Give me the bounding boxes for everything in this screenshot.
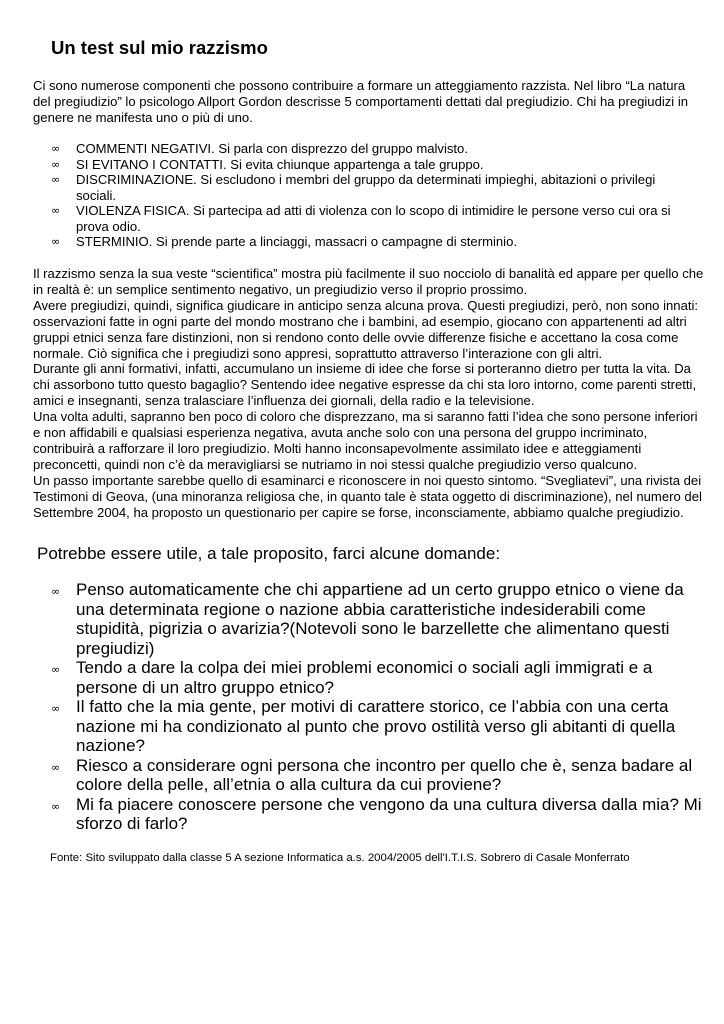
behaviors-list <box>51 141 691 250</box>
list-item <box>51 658 711 697</box>
question-text: Mi fa piacere conoscere persone che vengono da una cultura diversa dalla mia? Mi sforzo di farlo? <box>76 794 702 833</box>
body-paragraph: Il razzismo senza la sua veste “scientifica” mostra più facilmente il suo nocciolo di banalità ed appare per quello che in realtà è: un semplice sentimento negativo, un pregiudizio verso il proprio prossimo. <box>33 266 704 297</box>
list-item <box>51 141 691 157</box>
list-item <box>51 697 711 756</box>
infinity-bullet-icon: ∞ <box>51 799 61 813</box>
body-paragraph: Durante gli anni formativi, infatti, accumulano un insieme di idee che forse si porteranno dietro per tutta la vita. Da chi assorbono tutto questo bagaglio? Sentendo idee negative espresse da chi sta loro intorno, come parenti stretti, amici e insegnanti, senza tralasciare l’influenza dei giornali, della radio e la televisione. <box>33 361 697 409</box>
questions-list <box>51 580 711 834</box>
infinity-bullet-icon: ∞ <box>51 235 61 248</box>
infinity-bullet-icon: ∞ <box>51 157 61 171</box>
infinity-bullet-icon: ∞ <box>51 702 61 715</box>
infinity-bullet-icon: ∞ <box>51 663 61 676</box>
question-text: Il fatto che la mia gente, per motivi di carattere storico, ce l’abbia con una certa nazione mi ha condizionato al punto che provo ostilità verso gli abitanti di quella nazione? <box>76 697 676 755</box>
infinity-bullet-icon: ∞ <box>51 760 61 774</box>
page-title: Un test sul mio razzismo <box>51 37 268 58</box>
list-item <box>51 795 711 834</box>
body-paragraph: Una volta adulti, sapranno ben poco di coloro che disprezzano, ma si saranno fatti l’idea che sono persone inferiori e non affidabili e qualsiasi esperienza negativa, avuta anche solo con una persona del gruppo incriminato, contribuirà a rafforzare il loro pregiudizio. Molti hanno inconsapevolmente assimilato idee e atteggiamenti preconcetti, quindi non c’è da meravigliarsi se nutriamo in noi stessi qualche pregiudizio verso qualcuno. <box>33 409 698 472</box>
question-text: Tendo a dare la colpa dei miei problemi economici o sociali agli immigrati e a persone di un altro gruppo etnico? <box>76 658 653 697</box>
questions-intro: Potrebbe essere utile, a tale proposito, farci alcune domande: <box>37 544 501 563</box>
list-item <box>51 157 691 173</box>
infinity-bullet-icon: ∞ <box>51 204 61 217</box>
source-note: Fonte: Sito sviluppato dalla classe 5 A sezione Informatica a.s. 2004/2005 dell'I.T.I.S. Sobrero di Casale Monferrato <box>50 852 630 864</box>
infinity-bullet-icon: ∞ <box>51 173 61 186</box>
list-item <box>51 203 691 234</box>
question-text: Penso automaticamente che chi appartiene ad un certo gruppo etnico o viene da una determinata regione o nazione abbia caratteristiche indesiderabili come stupidità, pigrizia o avarizia?(Notevoli sono le barzellette che alimentano questi pregiudizi) <box>76 580 684 658</box>
behavior-text: STERMINIO. Si prende parte a linciaggi, massacri o campagne di sterminio. <box>76 234 518 249</box>
body-paragraph: Avere pregiudizi, quindi, significa giudicare in anticipo senza alcuna prova. Questi pregiudizi, però, non sono innati: osservazioni fatte in ogni parte del mondo mostrano che i bambini, ad esempio, giocano con appartenenti ad altri gruppi etnici senza fare distinzioni, non si rendono conto delle ovvie differenze fisiche e accettano la cosa come normale. Ciò significa che i pregiudizi sono appresi, soprattutto attraverso l’interazione con gli altri. <box>33 297 699 361</box>
intro-paragraph: Ci sono numerose componenti che possono contribuire a formare un atteggiamento razzista. Nel libro “La natura del pregiudizio” lo psicologo Allport Gordon descrisse 5 comportamenti dettati dal pregiudizio. Chi ha pregiudizi in genere ne manifesta uno o più di uno. <box>33 78 689 125</box>
question-text: Riesco a considerare ogni persona che incontro per quello che è, senza badare al colore della pelle, all’etnia o alla cultura da cui proviene? <box>76 755 693 794</box>
behavior-text: COMMENTI NEGATIVI. Si parla con disprezzo del gruppo malvisto. <box>76 141 468 156</box>
list-item <box>51 756 711 795</box>
infinity-bullet-icon: ∞ <box>51 142 61 155</box>
list-item <box>51 172 691 203</box>
behavior-text: SI EVITANO I CONTATTI. Si evita chiunque appartenga a tale gruppo. <box>76 156 484 172</box>
list-item <box>51 580 711 658</box>
body-paragraph: Un passo importante sarebbe quello di esaminarci e riconoscere in noi questo sintomo. “Svegliatevi”, una rivista dei Testimoni di Geova, (una minoranza religiosa che, in quanto tale è stata oggetto di discriminazione), nel numero del Settembre 2004, ha proposto un questionario per capire se forse, inconsciamente, abbiamo qualche pregiudizio. <box>33 472 702 520</box>
infinity-bullet-icon: ∞ <box>51 585 61 598</box>
behavior-text: VIOLENZA FISICA. Si partecipa ad atti di violenza con lo scopo di intimidire le persone verso cui ora si prova odio. <box>76 203 671 234</box>
behavior-text: DISCRIMINAZIONE. Si escludono i membri del gruppo da determinati impieghi, abitazioni o privilegi sociali. <box>76 172 656 203</box>
body-text <box>33 266 706 521</box>
list-item <box>51 234 691 250</box>
